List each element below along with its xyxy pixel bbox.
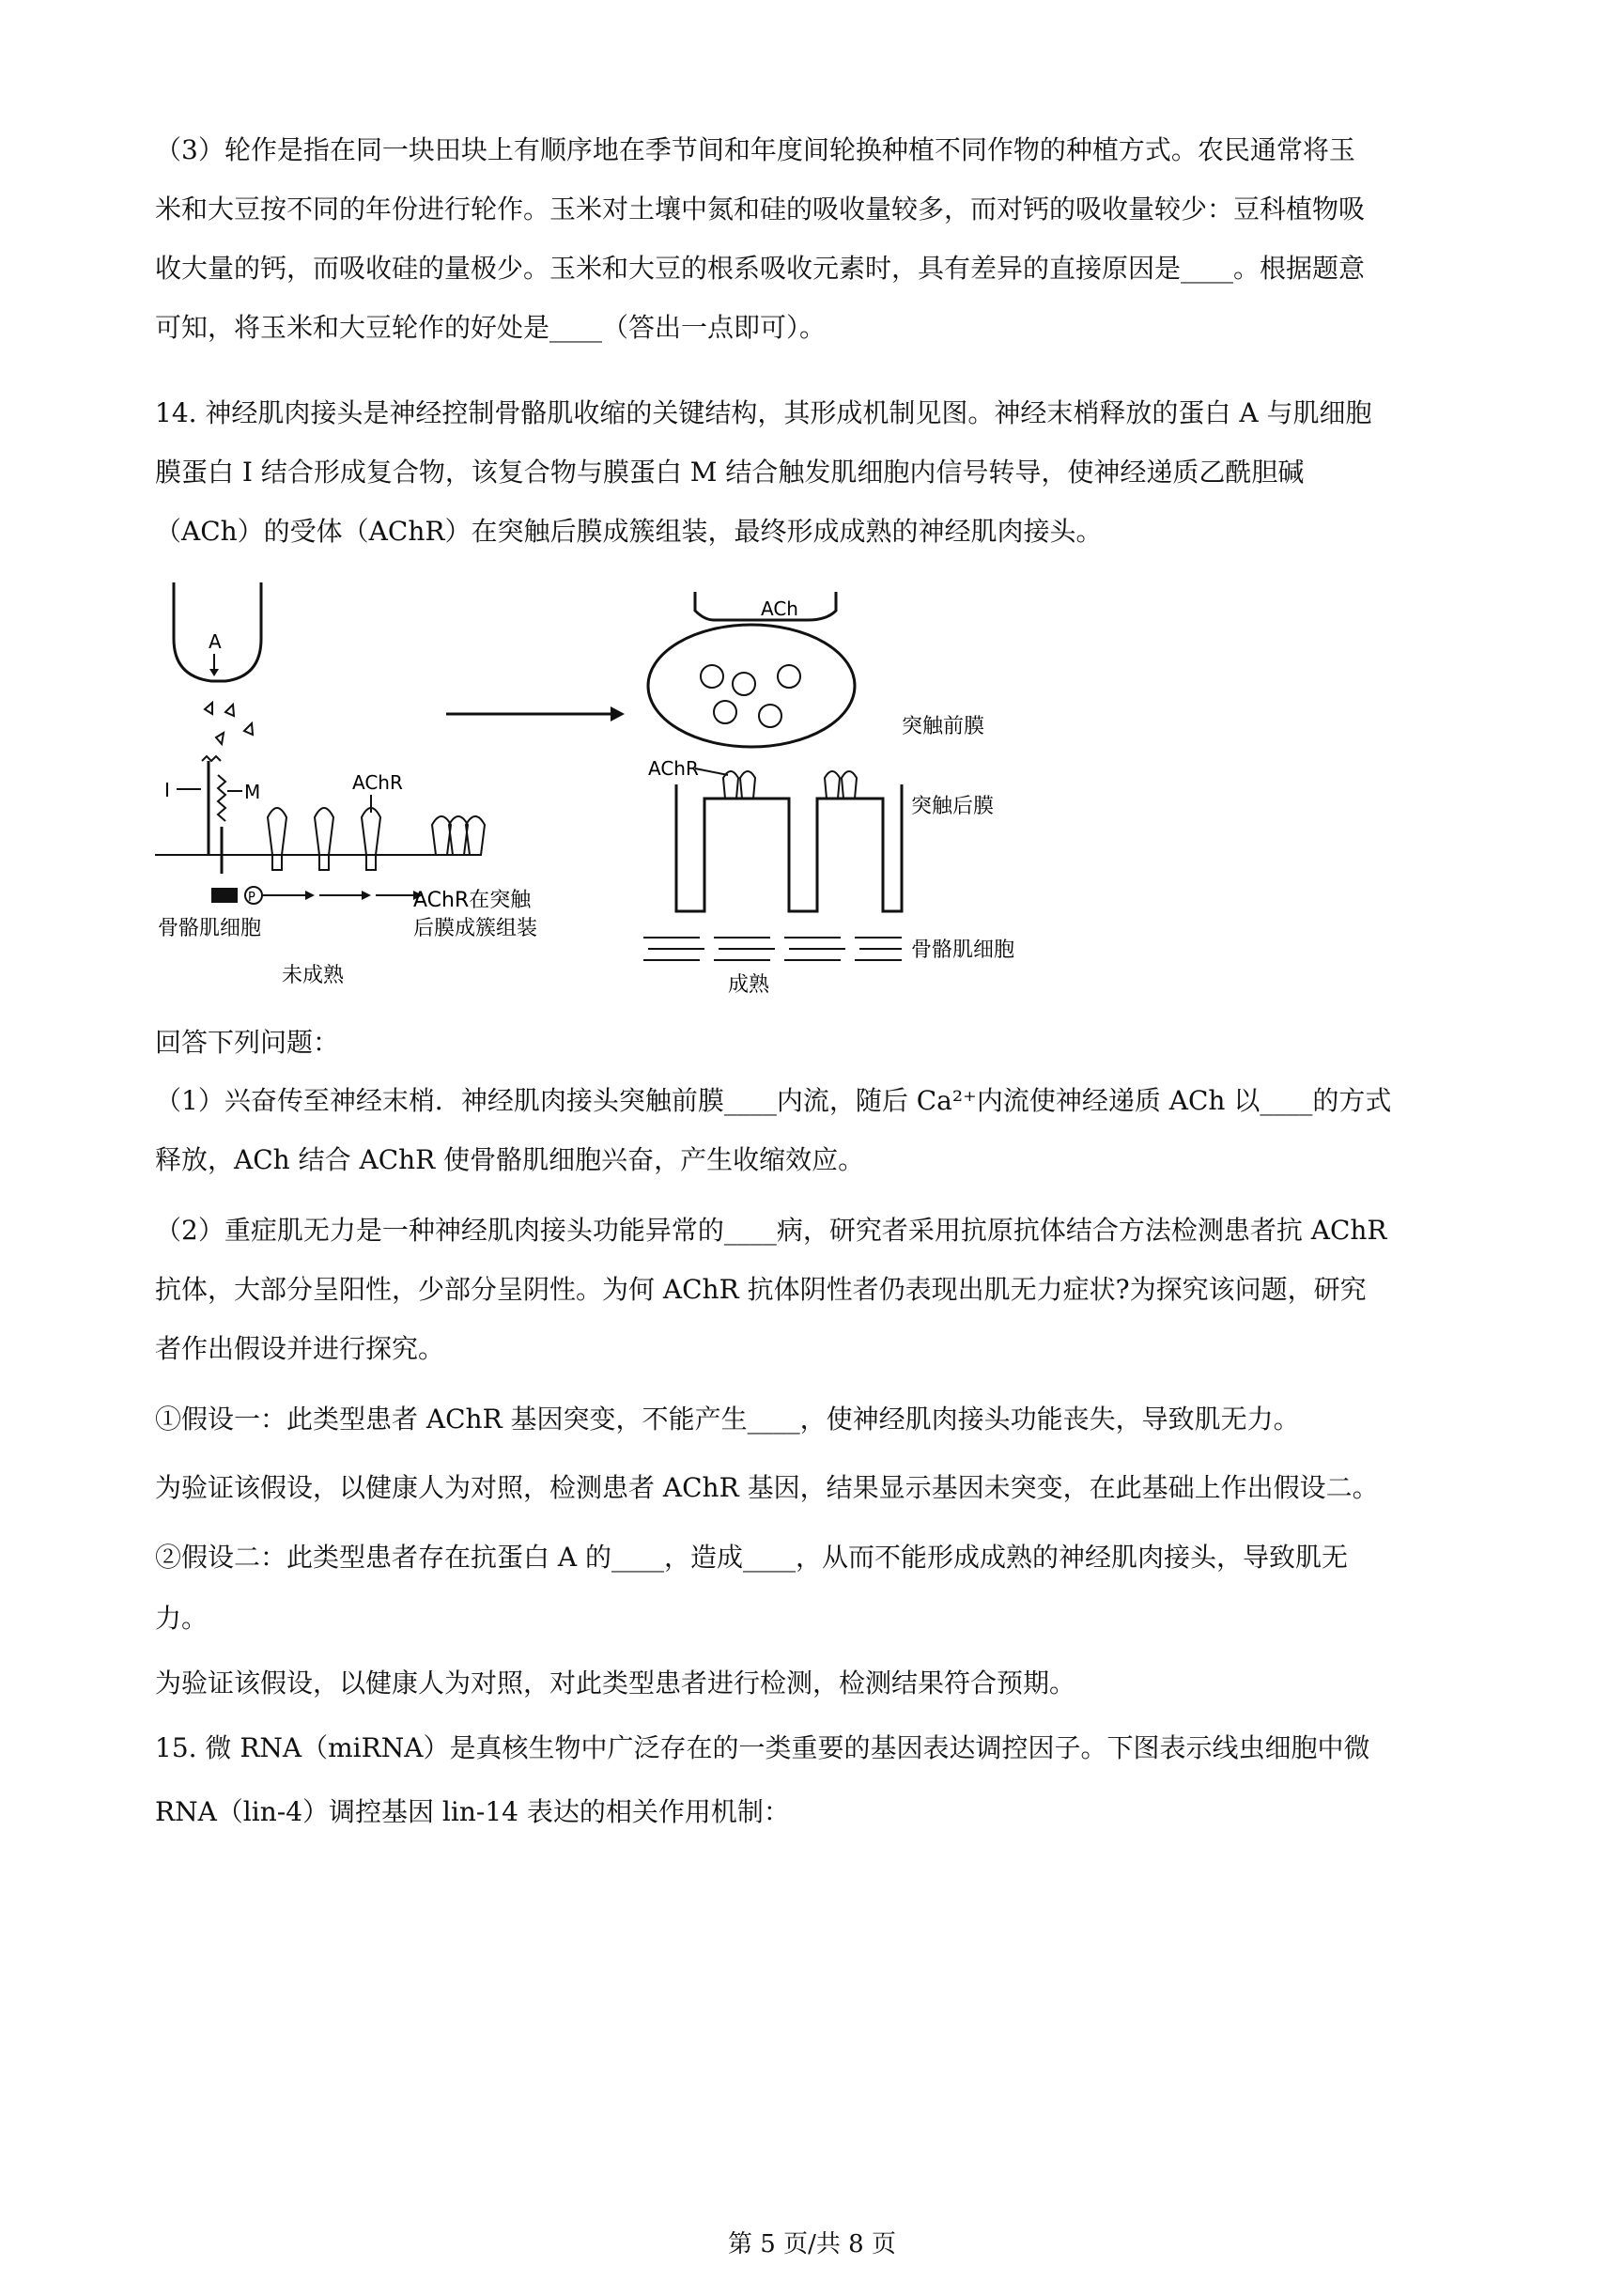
neuromuscular-junction-diagram [150, 573, 1052, 1005]
protein-a-triangle [244, 723, 253, 735]
text-line: 抗体，大部分呈阳性，少部分呈阴性。为何 AChR 抗体阴性者仍表现出肌无力症状?为探究该问题，研究 [155, 1274, 1367, 1305]
label-achr-left: AChR [352, 771, 403, 794]
text-line: 为验证该假设，以健康人为对照，检测患者 AChR 基因，结果显示基因未突变，在此基础上作出假设二。 [155, 1472, 1379, 1503]
text-line: 米和大豆按不同的年份进行轮作。玉米对土壤中氮和硅的吸收量较多，而对钙的吸收量较少：豆科植物吸 [155, 194, 1366, 225]
text-line: 可知，将玉米和大豆轮作的好处是____（答出一点即可）。 [155, 312, 827, 343]
text-line: RNA（lin-4）调控基因 lin-14 表达的相关作用机制： [155, 1796, 790, 1827]
text-line: 回答下列问题： [155, 1027, 340, 1058]
text-line: 收大量的钙，而吸收硅的量极少。玉米和大豆的根系吸收元素时，具有差异的直接原因是____。根据题意 [155, 253, 1366, 284]
label-cluster-2: 后膜成簇组装 [413, 917, 538, 940]
muscle-fibers-right [643, 938, 902, 960]
text-line: ①假设一：此类型患者 AChR 基因突变，不能产生____，使神经肌肉接头功能丧失，导致肌无力。 [155, 1404, 1300, 1435]
text-line: （ACh）的受体（AChR）在突触后膜成簇组装，最终形成成熟的神经肌肉接头。 [155, 516, 1103, 547]
label-muscle-left: 骨骼肌细胞 [158, 917, 262, 940]
label-a: A [209, 630, 222, 653]
label-immature: 未成熟 [282, 964, 345, 987]
text-line: （2）重症肌无力是一种神经肌肉接头功能异常的____病，研究者采用抗原抗体结合方法检测患者抗 AChR [155, 1215, 1387, 1246]
label-postsynaptic: 突触后膜 [911, 795, 995, 818]
label-p: P [248, 891, 255, 905]
label-ach: ACh [761, 597, 798, 620]
question-14-line: 14. 神经肌肉接头是神经控制骨骼肌收缩的关键结构，其形成机制见图。神经末梢释放的蛋白 A 与肌细胞 [155, 397, 1372, 428]
signal-protein [211, 888, 238, 903]
achr-cluster [432, 816, 485, 855]
label-cluster-1: AChR在突触 [413, 889, 532, 912]
text-line: 膜蛋白 I 结合形成复合物，该复合物与膜蛋白 M 结合触发肌细胞内信号转导，使神经递质乙酰胆碱 [155, 457, 1305, 488]
question-15-line: 15. 微 RNA（miRNA）是真核生物中广泛存在的一类重要的基因表达调控因子。下图表示线虫细胞中微 [155, 1732, 1370, 1763]
protein-a-triangle [225, 705, 234, 716]
achr-receptor-left [268, 808, 380, 870]
label-m: M [244, 781, 261, 803]
achr-receptor-right [723, 771, 857, 799]
label-presynaptic: 突触前膜 [902, 715, 985, 738]
text-line: （3）轮作是指在同一块田块上有顺序地在季节间和年度间轮换种植不同作物的种植方式。农民通常将玉 [155, 134, 1355, 165]
label-mature: 成熟 [728, 973, 770, 997]
label-achr-right: AChR [648, 757, 699, 780]
text-line: （1）兴奋传至神经末梢．神经肌肉接头突触前膜____内流，随后 Ca²⁺内流使神经递质 ACh 以____的方式 [155, 1085, 1392, 1116]
protein-m [218, 775, 225, 821]
text-line: 为验证该假设，以健康人为对照，对此类型患者进行检测，检测结果符合预期。 [155, 1668, 1076, 1699]
protein-a-triangle [216, 733, 224, 744]
synaptic-vesicles [701, 665, 800, 727]
presynaptic-terminal [648, 625, 855, 747]
label-muscle-right: 骨骼肌细胞 [911, 939, 1015, 962]
text-line: ②假设二：此类型患者存在抗蛋白 A 的____，造成____，从而不能形成成熟的神经肌肉接头，导致肌无 [155, 1542, 1349, 1573]
label-i: I [164, 779, 170, 801]
text-line: 者作出假设并进行探究。 [155, 1333, 445, 1364]
postsynaptic-membrane-folds [676, 784, 902, 911]
text-line: 释放，ACh 结合 AChR 使骨骼肌细胞兴奋，产生收缩效应。 [155, 1144, 865, 1175]
page-footer: 第 5 页/共 8 页 [728, 2230, 896, 2258]
protein-a-triangle [205, 703, 212, 714]
text-line: 力。 [155, 1603, 209, 1634]
